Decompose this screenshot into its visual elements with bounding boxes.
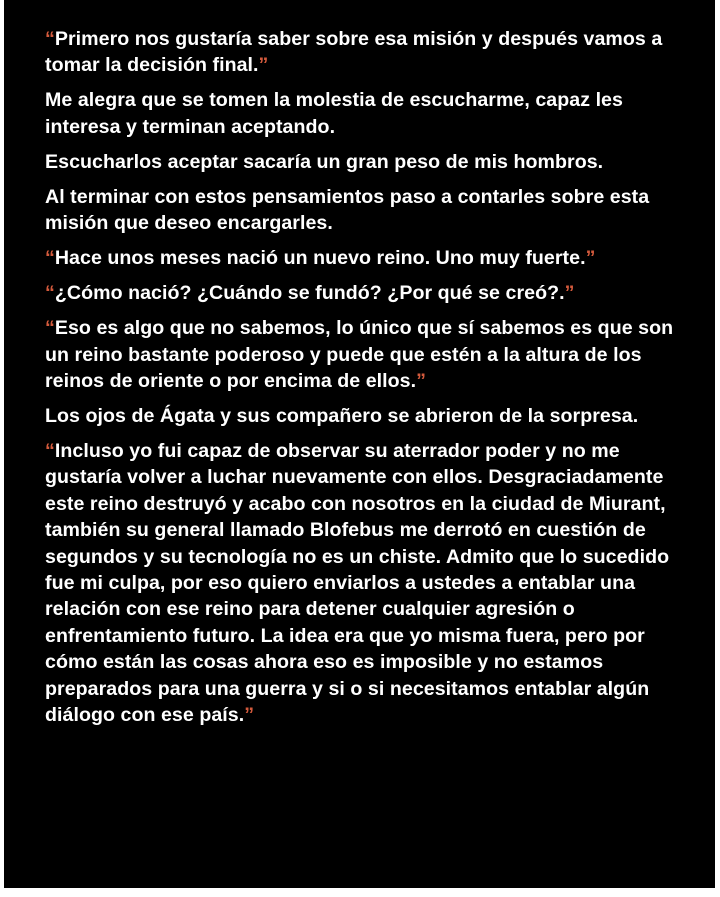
paragraph-text: Hace unos meses nació un nuevo reino. Uno muy fuerte.	[54, 247, 586, 270]
paragraph-5	[45, 245, 695, 271]
paragraph-text: Al terminar con estos pensamientos paso a contarles sobre esta misión que deseo encargarles.	[45, 185, 650, 235]
open-quote-mark: “	[45, 282, 55, 305]
paragraph-text: Los ojos de Ágata y sus compañero se abrieron de la sorpresa.	[45, 405, 639, 428]
paragraph-text: ¿Cómo nació? ¿Cuándo se fundó? ¿Por qué se creó?.	[54, 282, 565, 305]
open-quote-mark: “	[45, 28, 55, 50]
paragraph-text: Escucharlos aceptar sacaría un gran peso de mis hombros.	[45, 150, 604, 173]
open-quote-mark: “	[45, 317, 55, 340]
paragraph-9	[45, 438, 695, 728]
paragraph-text: Primero nos gustaría saber sobre esa misión y después vamos a tomar la decisión final.	[45, 28, 663, 77]
text-page	[4, 0, 715, 888]
open-quote-mark: “	[45, 247, 55, 270]
paragraph-2	[45, 87, 695, 140]
close-quote-mark: ”	[564, 282, 575, 305]
close-quote-mark: ”	[244, 704, 255, 727]
close-quote-mark: ”	[416, 370, 426, 393]
close-quote-mark: ”	[585, 247, 596, 270]
paragraph-text: Incluso yo fui capaz de observar su aterrador poder y no me gustaría volver a luchar nuevamente con ellos. Desgraciadamente este reino destruyó y acabo con nosotros en la ciudad de Miurant, también su general llamado Blofebus me derrotó en cuestión de segundos y su tecnología no es un chiste. Admito que lo sucedido fue mi culpa, por eso quiero enviarlos a ustedes a entablar una relación con ese reino para detener cualquier agresión o enfrentamiento futuro. La idea era que yo misma fuera, pero por cómo están las cosas ahora eso es imposible y no estamos preparados para una guerra y si o si necesitamos entablar algún diálogo con ese país.	[45, 440, 670, 727]
paragraph-8	[45, 403, 695, 429]
paragraph-3	[45, 149, 695, 175]
close-quote-mark: ”	[258, 54, 269, 77]
paragraph-1	[45, 26, 695, 79]
paragraph-6	[45, 280, 695, 306]
paragraph-4	[45, 184, 695, 237]
paragraph-7	[45, 315, 695, 394]
paragraph-text: Me alegra que se tomen la molestia de escucharme, capaz les interesa y terminan aceptando.	[45, 89, 623, 138]
open-quote-mark: “	[45, 440, 55, 463]
paragraph-text: Eso es algo que no sabemos, lo único que sí sabemos es que son un reino bastante poderoso y puede que estén a la altura de los reinos de oriente o por encima de ellos.	[45, 317, 674, 393]
